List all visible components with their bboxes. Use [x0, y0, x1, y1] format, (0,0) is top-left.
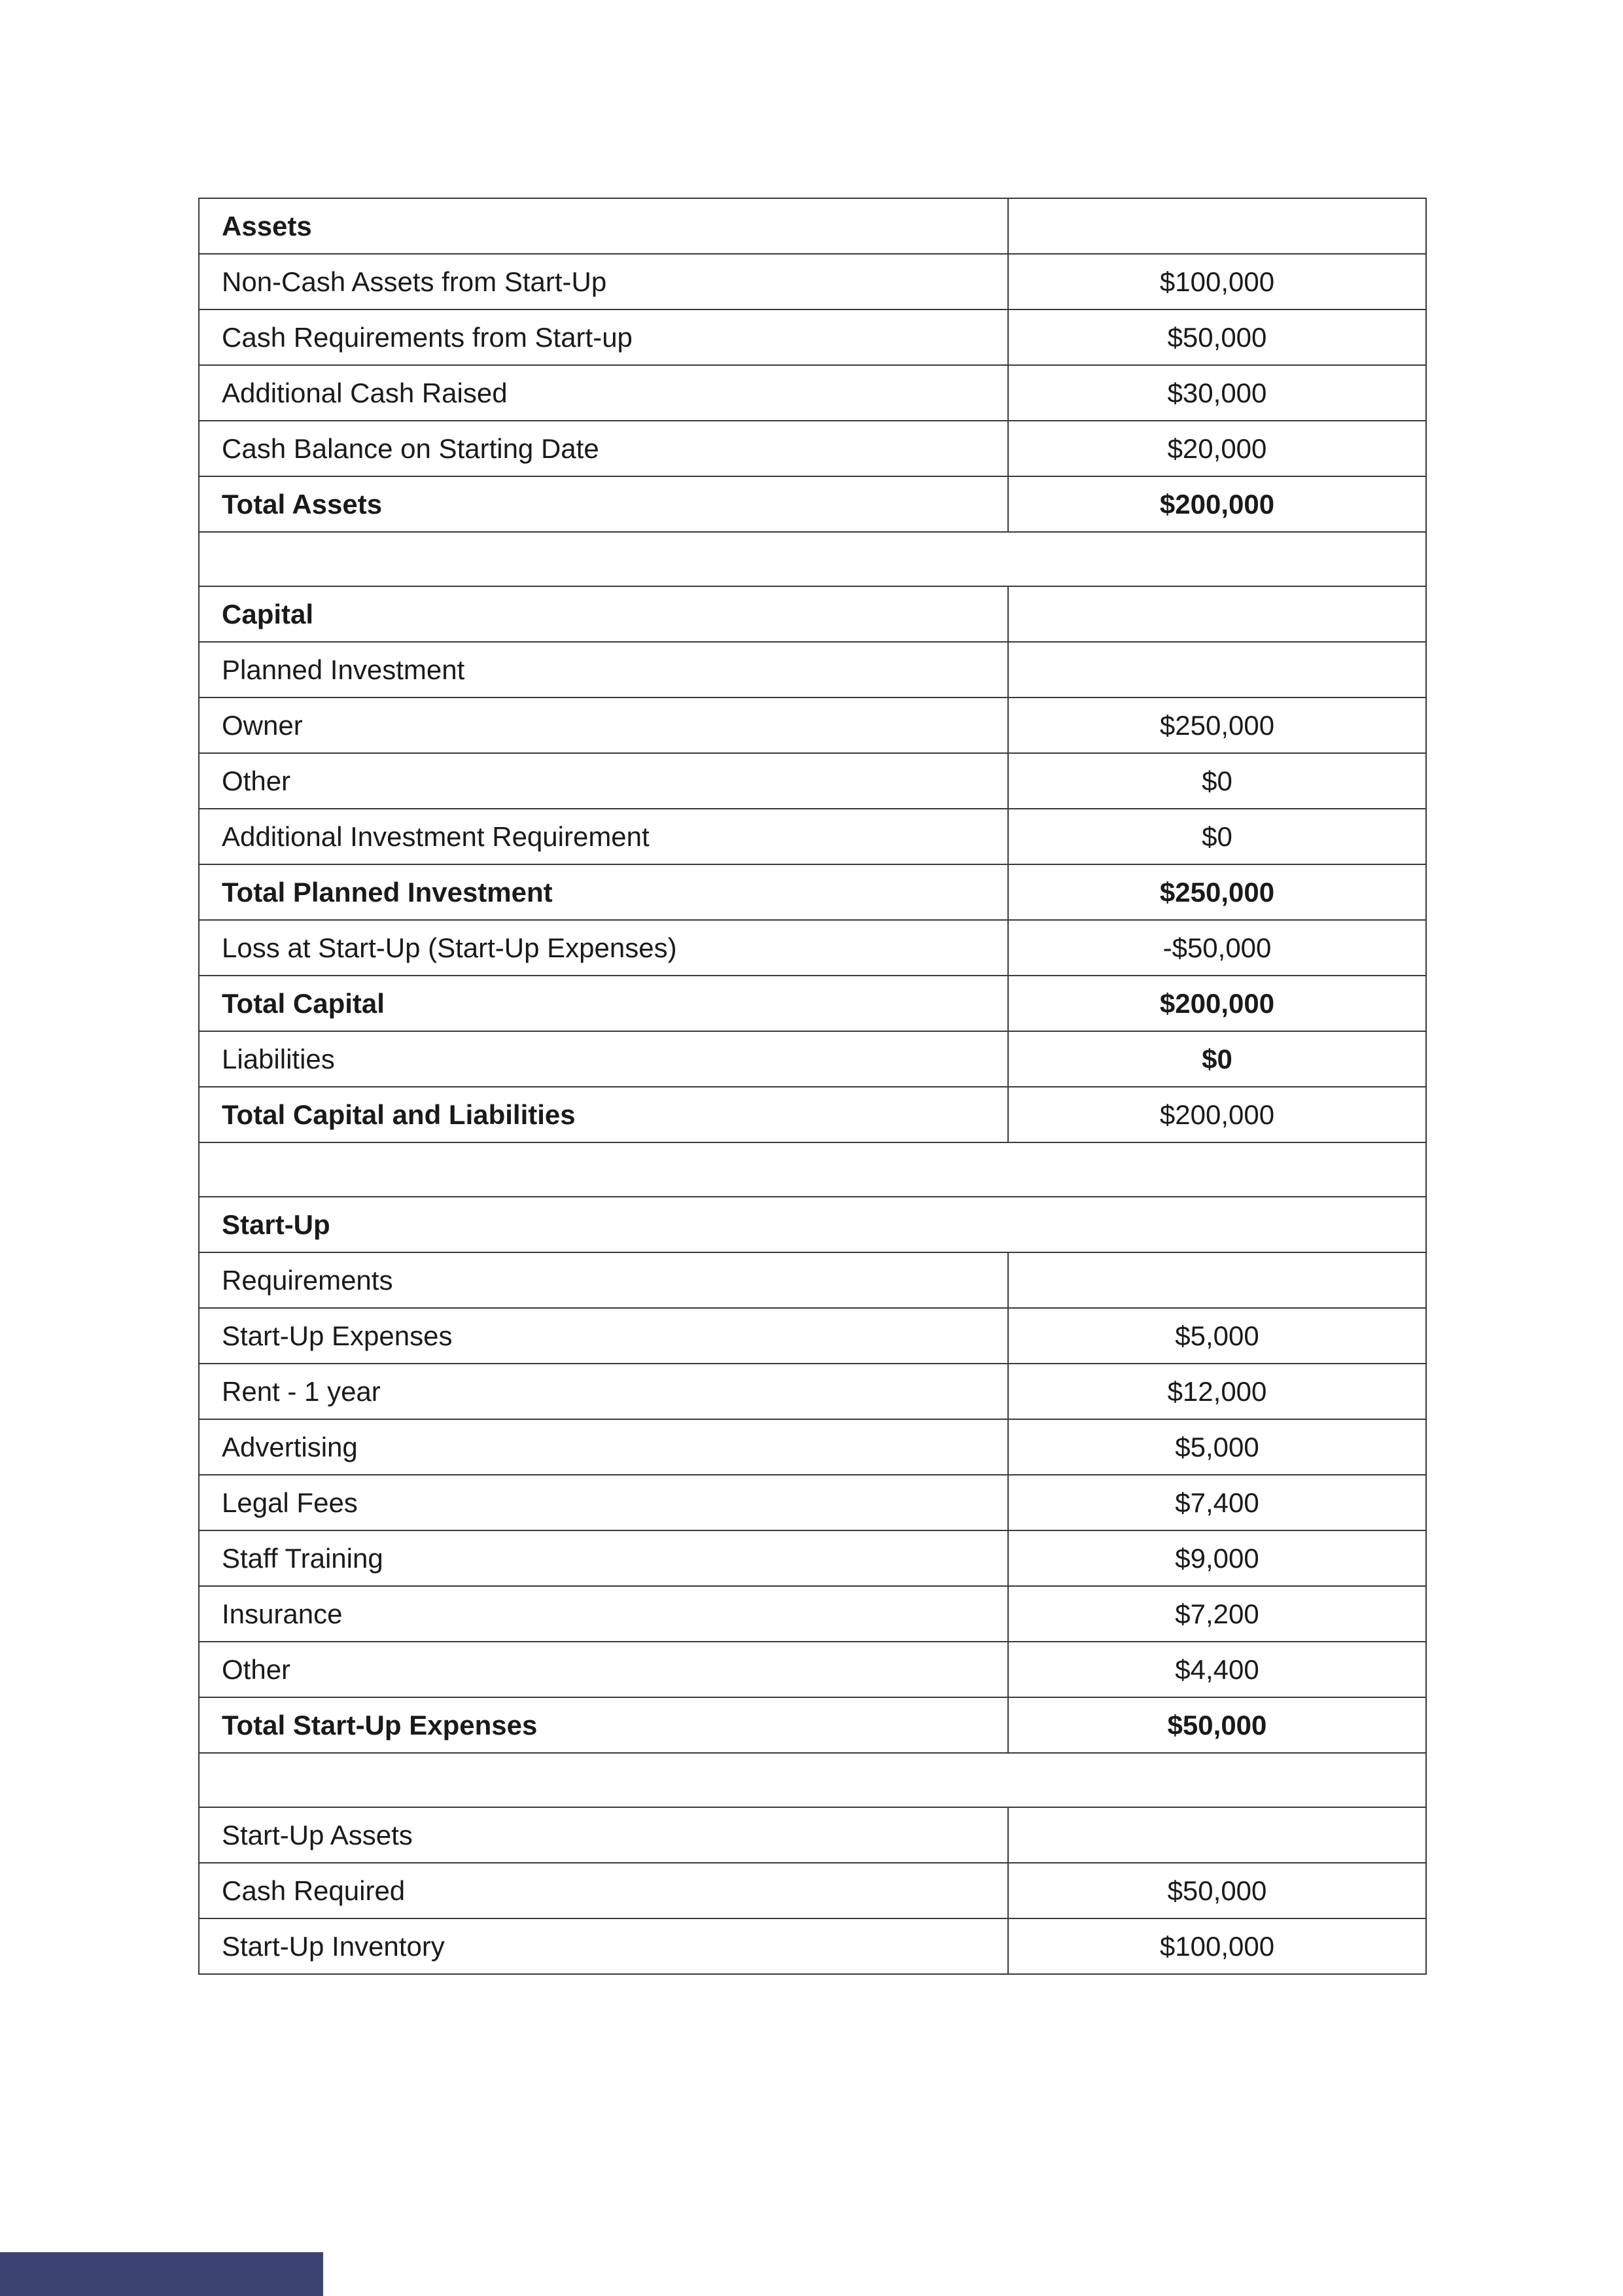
table-row — [199, 365, 1426, 421]
row-label: Other — [199, 753, 1008, 809]
row-value: $0 — [1008, 753, 1426, 809]
row-value: $100,000 — [1008, 254, 1426, 309]
row-value: $200,000 — [1008, 976, 1426, 1031]
table-row — [199, 1807, 1426, 1863]
row-label: Liabilities — [199, 1031, 1008, 1087]
table-row — [199, 309, 1426, 365]
table-row — [199, 1419, 1426, 1475]
section-header-row — [199, 1197, 1426, 1252]
row-value: $7,400 — [1008, 1475, 1426, 1530]
spacer-cell — [199, 1753, 1426, 1807]
spacer-cell — [199, 1142, 1426, 1197]
row-value — [1008, 642, 1426, 698]
row-label: Advertising — [199, 1419, 1008, 1475]
table-row — [199, 586, 1426, 642]
row-value: $250,000 — [1008, 864, 1426, 920]
row-value — [1008, 198, 1426, 254]
table-row — [199, 1697, 1426, 1753]
row-label: Non-Cash Assets from Start-Up — [199, 254, 1008, 309]
spacer-row — [199, 532, 1426, 586]
row-value: $5,000 — [1008, 1419, 1426, 1475]
table-row — [199, 1863, 1426, 1918]
table-row — [199, 920, 1426, 976]
row-value — [1008, 586, 1426, 642]
row-label: Additional Cash Raised — [199, 365, 1008, 421]
section-label: Start-Up — [199, 1197, 1426, 1252]
row-value — [1008, 1807, 1426, 1863]
table-row — [199, 1642, 1426, 1697]
table-row — [199, 1918, 1426, 1974]
footer-accent-bar — [0, 2252, 323, 2296]
row-value: $50,000 — [1008, 309, 1426, 365]
row-value: $50,000 — [1008, 1697, 1426, 1753]
row-value: $7,200 — [1008, 1586, 1426, 1642]
table-row — [199, 1252, 1426, 1308]
row-label: Loss at Start-Up (Start-Up Expenses) — [199, 920, 1008, 976]
table-row — [199, 1364, 1426, 1419]
row-label: Total Capital and Liabilities — [199, 1087, 1008, 1142]
spacer-row — [199, 1753, 1426, 1807]
row-label: Start-Up Expenses — [199, 1308, 1008, 1364]
row-value: $30,000 — [1008, 365, 1426, 421]
row-value: $200,000 — [1008, 1087, 1426, 1142]
table-row — [199, 809, 1426, 864]
spacer-row — [199, 1142, 1426, 1197]
row-value — [1008, 1252, 1426, 1308]
table-body — [199, 198, 1426, 1974]
row-value: $5,000 — [1008, 1308, 1426, 1364]
row-value: $12,000 — [1008, 1364, 1426, 1419]
row-label: Insurance — [199, 1586, 1008, 1642]
row-value: $4,400 — [1008, 1642, 1426, 1697]
table-row — [199, 642, 1426, 698]
row-label: Total Start-Up Expenses — [199, 1697, 1008, 1753]
row-label: Planned Investment — [199, 642, 1008, 698]
row-label: Start-Up Assets — [199, 1807, 1008, 1863]
table-row — [199, 1308, 1426, 1364]
financial-table — [198, 198, 1427, 1975]
row-label: Other — [199, 1642, 1008, 1697]
table-row — [199, 1586, 1426, 1642]
table-row — [199, 254, 1426, 309]
row-value: $50,000 — [1008, 1863, 1426, 1918]
row-label: Total Planned Investment — [199, 864, 1008, 920]
row-label: Staff Training — [199, 1530, 1008, 1586]
table-row — [199, 976, 1426, 1031]
row-label: Cash Requirements from Start-up — [199, 309, 1008, 365]
table-row — [199, 864, 1426, 920]
row-label: Assets — [199, 198, 1008, 254]
row-value: $20,000 — [1008, 421, 1426, 476]
table-row — [199, 1475, 1426, 1530]
row-label: Capital — [199, 586, 1008, 642]
row-label: Legal Fees — [199, 1475, 1008, 1530]
table-row — [199, 753, 1426, 809]
table-row — [199, 1031, 1426, 1087]
row-label: Total Assets — [199, 476, 1008, 532]
row-value: $9,000 — [1008, 1530, 1426, 1586]
row-label: Owner — [199, 698, 1008, 753]
row-value: $250,000 — [1008, 698, 1426, 753]
table-row — [199, 476, 1426, 532]
row-value: $100,000 — [1008, 1918, 1426, 1974]
row-label: Additional Investment Requirement — [199, 809, 1008, 864]
table-row — [199, 198, 1426, 254]
table-row — [199, 1530, 1426, 1586]
row-label: Cash Balance on Starting Date — [199, 421, 1008, 476]
table-row — [199, 698, 1426, 753]
table-row — [199, 1087, 1426, 1142]
row-label: Start-Up Inventory — [199, 1918, 1008, 1974]
spacer-cell — [199, 532, 1426, 586]
row-label: Requirements — [199, 1252, 1008, 1308]
row-value: $0 — [1008, 1031, 1426, 1087]
row-value: -$50,000 — [1008, 920, 1426, 976]
row-label: Rent - 1 year — [199, 1364, 1008, 1419]
table-row — [199, 421, 1426, 476]
row-label: Total Capital — [199, 976, 1008, 1031]
row-label: Cash Required — [199, 1863, 1008, 1918]
row-value: $200,000 — [1008, 476, 1426, 532]
row-value: $0 — [1008, 809, 1426, 864]
